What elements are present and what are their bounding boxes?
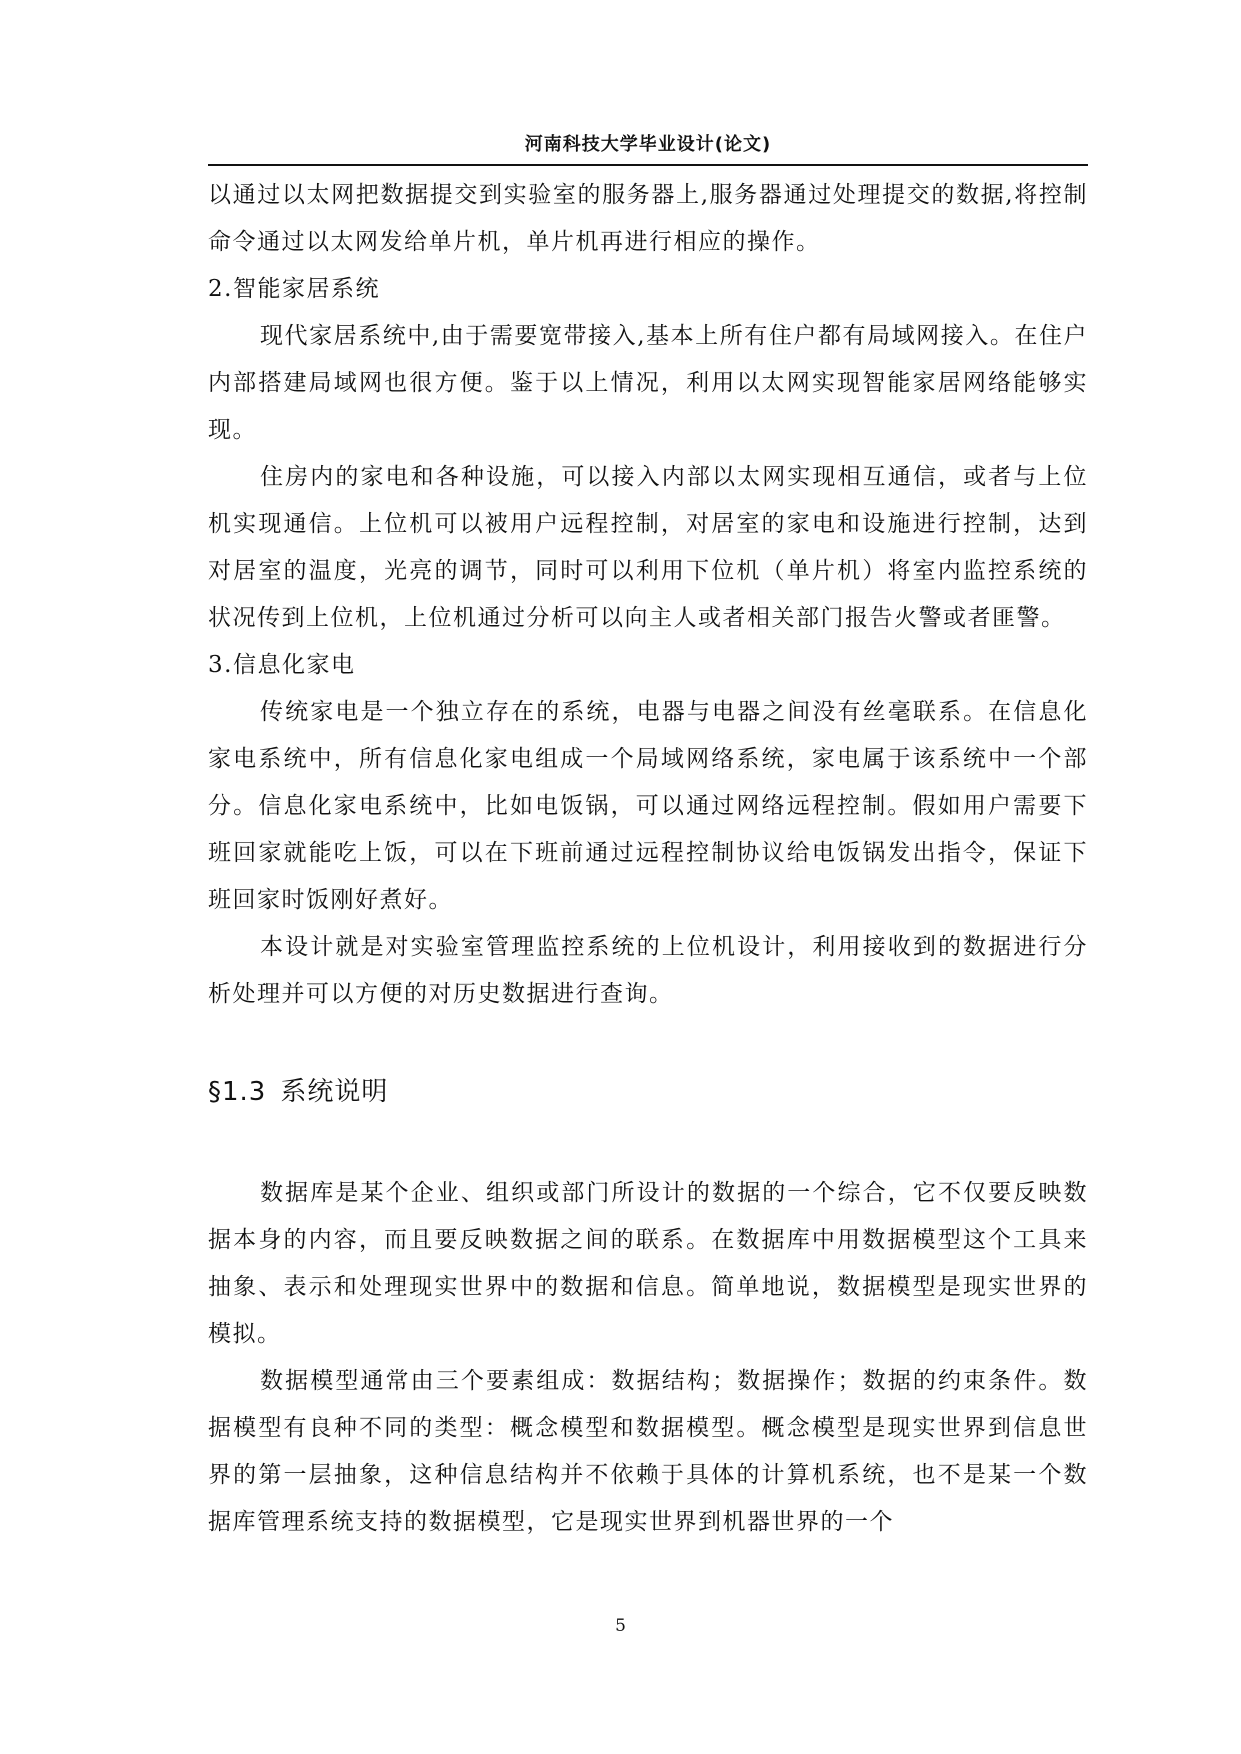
paragraph: 数据模型通常由三个要素组成：数据结构；数据操作；数据的约束条件。数据模型有良种不同的类型：概念模型和数据模型。概念模型是现实世界到信息世界的第一层抽象，这种信息结构并不依赖于具体的计算机系统，也不是某一个数据库管理系统支持的数据模型，它是现实世界到机器世界的一个 xyxy=(208,1368,1088,1535)
section-number: §1.3 xyxy=(208,1077,267,1107)
header-rule xyxy=(208,164,1088,166)
section-heading xyxy=(208,1072,1088,1112)
paragraph: 本设计就是对实验室管理监控系统的上位机设计，利用接收到的数据进行分析处理并可以方便的对历史数据进行查询。 xyxy=(208,934,1088,1007)
page-number: 5 xyxy=(615,1616,626,1636)
paragraph: 住房内的家电和各种设施，可以接入内部以太网实现相互通信，或者与上位机实现通信。上位机可以被用户远程控制，对居室的家电和设施进行控制，达到对居室的温度，光亮的调节，同时可以利用下位机（单片机）将室内监控系统的状况传到上位机，上位机通过分析可以向主人或者相关部门报告火警或者匪警。 xyxy=(208,464,1088,631)
paragraph: 现代家居系统中,由于需要宽带接入,基本上所有住户都有局域网接入。在住户内部搭建局域网也很方便。鉴于以上情况，利用以太网实现智能家居网络能够实现。 xyxy=(208,323,1088,443)
paragraph: 数据库是某个企业、组织或部门所设计的数据的一个综合，它不仅要反映数据本身的内容，而且要反映数据之间的联系。在数据库中用数据模型这个工具来抽象、表示和处理现实世界中的数据和信息。简单地说，数据模型是现实世界的模拟。 xyxy=(208,1180,1088,1347)
paragraph-continued: 以通过以太网把数据提交到实验室的服务器上,服务器通过处理提交的数据,将控制命令通过以太网发给单片机，单片机再进行相应的操作。 xyxy=(208,182,1088,255)
body-text xyxy=(208,172,1088,1546)
section-title-text: 系统说明 xyxy=(280,1077,389,1107)
running-header: 河南科技大学毕业设计(论文) xyxy=(524,134,772,155)
item-heading-smart-home: 2.智能家居系统 xyxy=(208,276,380,302)
item-heading-info-appliances: 3.信息化家电 xyxy=(208,652,356,678)
paragraph: 传统家电是一个独立存在的系统，电器与电器之间没有丝毫联系。在信息化家电系统中，所有信息化家电组成一个局域网络系统，家电属于该系统中一个部分。信息化家电系统中，比如电饭锅，可以通过网络远程控制。假如用户需要下班回家就能吃上饭，可以在下班前通过远程控制协议给电饭锅发出指令，保证下班回家时饭刚好煮好。 xyxy=(208,699,1088,913)
